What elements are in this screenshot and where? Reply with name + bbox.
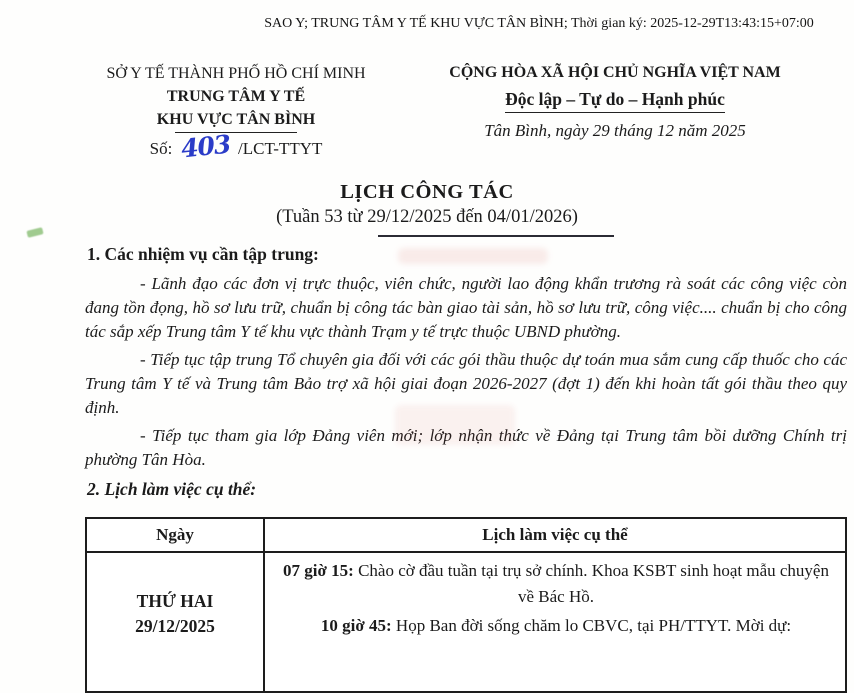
schedule-entry [275, 613, 837, 639]
document-number-label: Số: [149, 139, 173, 158]
entry-time: 07 giờ 15: [283, 561, 354, 580]
stamp-bleed-mark [395, 405, 515, 445]
parent-agency-name: SỞ Y TẾ THÀNH PHỐ HỒ CHÍ MINH [106, 65, 366, 82]
table-row [86, 552, 846, 692]
national-motto: Độc lập – Tự do – Hạnh phúc [505, 87, 725, 113]
document-number-suffix: /LCT-TTYT [238, 139, 323, 158]
table-header-row [86, 518, 846, 552]
entry-text: Họp Ban đời sống chăm lo CBVC, tại PH/TTYT. Mời dự: [395, 616, 792, 635]
entry-time: 10 giờ 45: [320, 616, 392, 635]
scan-artifact-green [26, 227, 43, 238]
schedule-table [85, 517, 847, 693]
document-body [85, 244, 847, 500]
section-2-heading: 2. Lịch làm việc cụ thể: [87, 479, 257, 499]
section-1-paragraph: - Lãnh đạo các đơn vị trực thuộc, viên chức, người lao động khẩn trương rà soát các công việc còn đang tồn đọng, hồ sơ lưu trữ, chuẩn bị công tác bàn giao tài sản, hồ sơ lưu trữ, công việc.... chuẩn bị cho công tác sắp xếp Trung tâm Y tế khu vực thành Trạm y tế trực thuộc UBND phường. [85, 274, 847, 341]
subtitle-underline [378, 235, 614, 237]
stamp-bleed-mark [398, 248, 548, 264]
day-label: THỨ HAI [136, 591, 214, 611]
section-1-paragraph: - Tiếp tục tập trung Tổ chuyên gia đối với các gói thầu thuộc dự toán mua sắm cung cấp thuốc cho các Trung tâm Y tế và Trung tâm Bảo trợ xã hội giai đoạn 2026-2027 (đợt 1) đến khi hoàn tất gói thầu theo quy định. [85, 350, 847, 417]
day-date: 29/12/2025 [135, 616, 215, 636]
agency-name-line1: TRUNG TÂM Y TẾ [166, 88, 306, 105]
section-1-heading: 1. Các nhiệm vụ cần tập trung: [87, 244, 319, 264]
issuing-agency-block [55, 62, 417, 164]
copy-certification-line: SAO Y; TRUNG TÂM Y TẾ KHU VỰC TÂN BÌNH; Thời gian ký: 2025-12-29T13:43:15+07:00 [264, 16, 814, 31]
document-subtitle: (Tuần 53 từ 29/12/2025 đến 04/01/2026) [276, 207, 578, 227]
title-block [0, 181, 854, 228]
column-header-schedule: Lịch làm việc cụ thể [264, 518, 846, 552]
column-header-day: Ngày [86, 518, 264, 552]
entry-text: Chào cờ đầu tuần tại trụ sở chính. Khoa KSBT sinh hoạt mẫu chuyện về Bác Hồ. [358, 561, 829, 606]
document-title: LỊCH CÔNG TÁC [340, 181, 514, 203]
day-cell [86, 552, 264, 692]
national-title: CỘNG HÒA XÃ HỘI CHỦ NGHĨA VIỆT NAM [449, 64, 781, 81]
document-number-handwritten: 403 [179, 129, 232, 164]
section-1-paragraph: - Tiếp tục tham gia lớp Đảng viên mới; lớp nhận thức về Đảng tại Trung tâm bồi dưỡng Chính trị phường Tân Hòa. [85, 426, 847, 469]
document-number-line [55, 129, 417, 164]
agency-name-line2: KHU VỰC TÂN BÌNH [156, 111, 316, 128]
schedule-cell [264, 552, 846, 692]
national-motto-block [415, 62, 815, 141]
schedule-entry [275, 558, 837, 610]
place-date-line: Tân Bình, ngày 29 tháng 12 năm 2025 [484, 121, 746, 140]
